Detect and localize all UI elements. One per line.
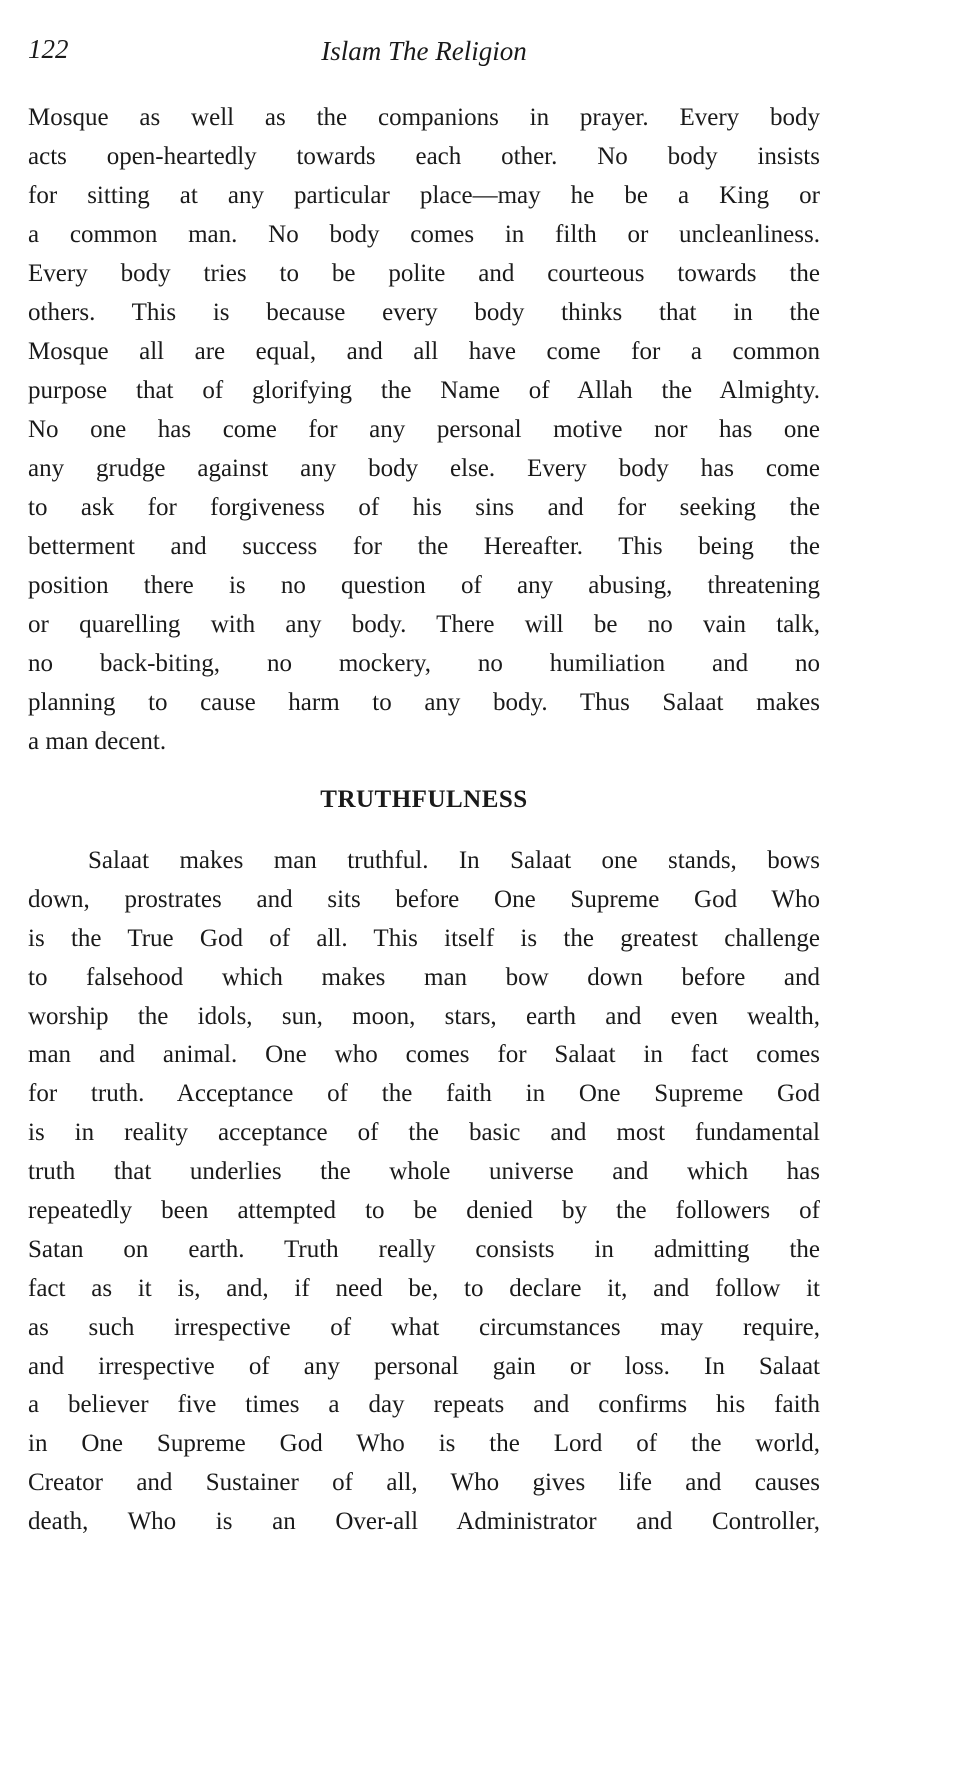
text-line: planning to cause harm to any body. Thus Salaat makes	[28, 689, 820, 716]
text-line: any grudge against any body else. Every body has come	[28, 455, 820, 482]
text-line: man and animal. One who comes for Salaat in fact comes	[28, 1041, 820, 1069]
text-line: No one has come for any personal motive nor has one	[28, 416, 820, 443]
running-title: Islam The Religion	[321, 36, 527, 66]
text-line: Mosque all are equal, and all have come for a common	[28, 338, 820, 365]
text-line: is the True God of all. This itself is the greatest challenge	[28, 924, 820, 952]
text-line: to falsehood which makes man bow down before and	[28, 963, 820, 991]
text-line: position there is no question of any abusing, threatening	[28, 572, 820, 599]
paragraph-2	[28, 842, 820, 1542]
text-line: for truth. Acceptance of the faith in One Supreme God	[28, 1080, 820, 1108]
text-line: Creator and Sustainer of all, Who gives life and causes	[28, 1469, 820, 1497]
text-line: truth that underlies the whole universe and which has	[28, 1158, 820, 1186]
text-line: or quarelling with any body. There will be no vain talk,	[28, 611, 820, 638]
text-line: death, Who is an Over-all Administrator and Controller,	[28, 1508, 820, 1536]
text-line: is in reality acceptance of the basic and most fundamental	[28, 1119, 820, 1147]
paragraph-1	[28, 98, 820, 761]
page-number: 122	[28, 34, 69, 64]
text-line: in One Supreme God Who is the Lord of the world,	[28, 1430, 820, 1458]
text-line: down, prostrates and sits before One Supreme God Who	[28, 885, 820, 913]
text-line: purpose that of glorifying the Name of Allah the Almighty.	[28, 377, 820, 404]
text-line: as such irrespective of what circumstances may require,	[28, 1313, 820, 1341]
text-line: repeatedly been attempted to be denied by the followers of	[28, 1197, 820, 1225]
page-header	[28, 34, 820, 74]
section-heading: TRUTHFULNESS	[320, 786, 528, 813]
text-line: Mosque as well as the companions in prayer. Every body	[28, 104, 820, 131]
text-line: a believer five times a day repeats and confirms his faith	[28, 1391, 820, 1419]
text-line: Salaat makes man truthful. In Salaat one stands, bows	[88, 847, 820, 874]
text-line: acts open-heartedly towards each other. No body insists	[28, 143, 820, 170]
text-line: for sitting at any particular place—may he be a King or	[28, 182, 820, 209]
text-line: a man decent.	[28, 728, 167, 755]
text-line: and irrespective of any personal gain or loss. In Salaat	[28, 1352, 820, 1380]
text-line: to ask for forgiveness of his sins and for seeking the	[28, 494, 820, 521]
text-line: betterment and success for the Hereafter. This being the	[28, 533, 820, 560]
text-line: fact as it is, and, if need be, to declare it, and follow it	[28, 1274, 820, 1302]
text-line: a common man. No body comes in filth or uncleanliness.	[28, 221, 820, 248]
text-line: no back-biting, no mockery, no humiliation and no	[28, 650, 820, 677]
text-line: Every body tries to be polite and courteous towards the	[28, 260, 820, 287]
text-line: Satan on earth. Truth really consists in admitting the	[28, 1235, 820, 1263]
text-line: worship the idols, sun, moon, stars, earth and even wealth,	[28, 1002, 820, 1030]
text-line: others. This is because every body thinks that in the	[28, 299, 820, 326]
